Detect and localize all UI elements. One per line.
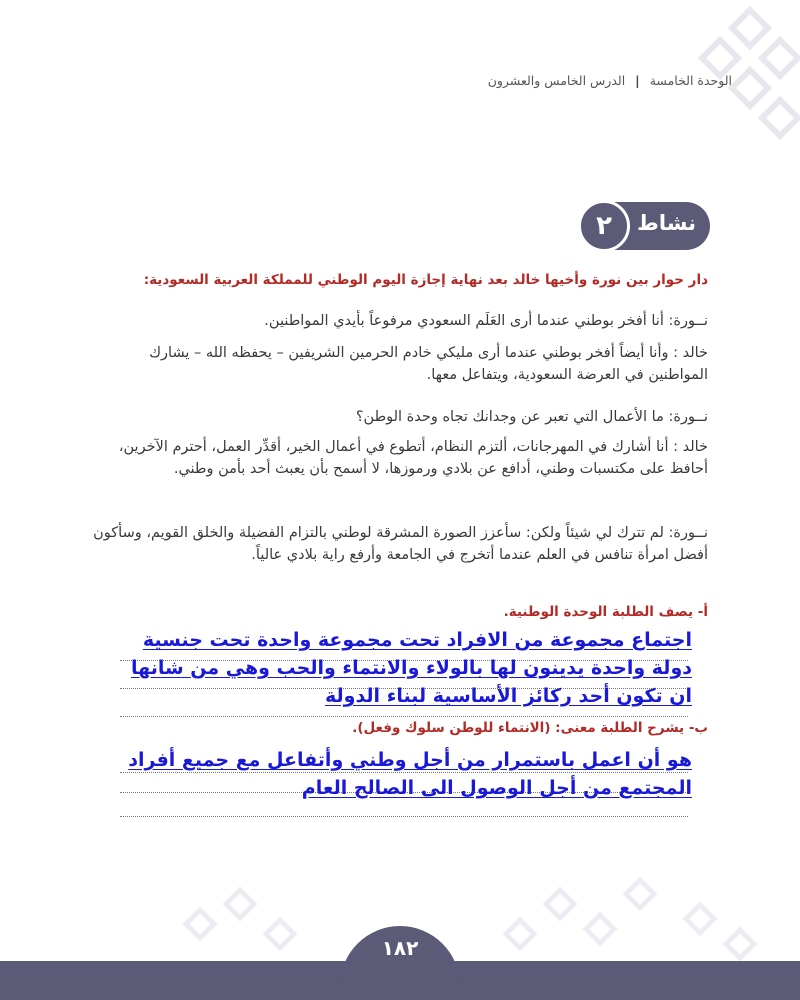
dialogue-text: وأنا أيضاً أفخر بوطني عندما أرى مليكي خادم الحرمين الشريفين – يحفظه الله – يشارك المواطنين في العرضة السعودية، ويتفاعل معها. xyxy=(149,345,708,383)
dialogue-line xyxy=(88,522,708,566)
breadcrumb-unit: الوحدة الخامسة xyxy=(649,73,732,88)
dialogue-line xyxy=(88,436,708,480)
activity-badge xyxy=(582,202,710,250)
breadcrumb-separator: | xyxy=(635,73,640,88)
dialogue-text: ما الأعمال التي تعبر عن وجدانك تجاه وحدة الوطن؟ xyxy=(355,409,669,425)
dialogue-line xyxy=(88,342,708,386)
page-number: ١٨٢ xyxy=(381,936,419,960)
dialogue-text: لم تترك لي شيئاً ولكن: سأعزز الصورة المشرقة لوطني بالتزام الفضيلة والخلق القويم، وسأكون أفضل امرأة تنافس في العلم عندما أتخرج في الجامعة وأرفع راية بلادي عالياً. xyxy=(93,525,708,563)
answer-line xyxy=(120,816,688,817)
question-a-handwritten-answer[interactable]: اجتماع مجموعة من الافراد تحت مجموعة واحدة تحت جنسية دولة واحدة يدينون لها بالولاء والانتماء والحب وهي من شانها ان تكون أحد ركائز الأساسية لبناء الدولة xyxy=(131,629,692,707)
answer-line xyxy=(120,716,688,717)
question-a-prompt: أ- يصف الطلبة الوحدة الوطنية. xyxy=(503,604,708,620)
breadcrumb-lesson: الدرس الخامس والعشرون xyxy=(487,73,626,88)
speaker-name: نــورة: xyxy=(668,313,708,329)
question-b-handwritten-answer[interactable]: هو أن اعمل باستمرار من أجل وطني وأتفاعل مع جميع أفراد المجتمع من أجل الوصول الى الصالح العام xyxy=(128,749,692,799)
activity-number: ٢ xyxy=(578,200,630,252)
question-b-prompt: ب- يشرح الطلبة معنى: (الانتماء للوطن سلوك وفعل). xyxy=(352,720,708,736)
speaker-name: نــورة: xyxy=(668,409,708,425)
speaker-name: نــورة: xyxy=(668,525,708,541)
dialogue-text: أنا أفخر بوطني عندما أرى العَلَم السعودي مرفوعاً بأيدي المواطنين. xyxy=(264,313,669,329)
dialogue-line xyxy=(88,406,708,428)
speaker-name: خالد : xyxy=(673,439,708,455)
breadcrumb xyxy=(488,73,732,88)
speaker-name: خالد : xyxy=(673,345,708,361)
dialogue-intro: دار حوار بين نورة وأخيها خالد بعد نهاية إجازة اليوم الوطني للمملكة العربية السعودية: xyxy=(143,272,708,288)
dialogue-text: أنا أشارك في المهرجانات، ألتزم النظام، أتطوع في أعمال الخير، أقدِّر العمل، أحترم الآخرين، أحافظ على مكتسبات وطني، أدافع عن بلادي ورموزها، لا أسمح بأن يعبث أحد بأمن وطني. xyxy=(118,439,708,477)
dialogue-line xyxy=(88,310,708,332)
activity-label: نشاط xyxy=(637,211,696,235)
